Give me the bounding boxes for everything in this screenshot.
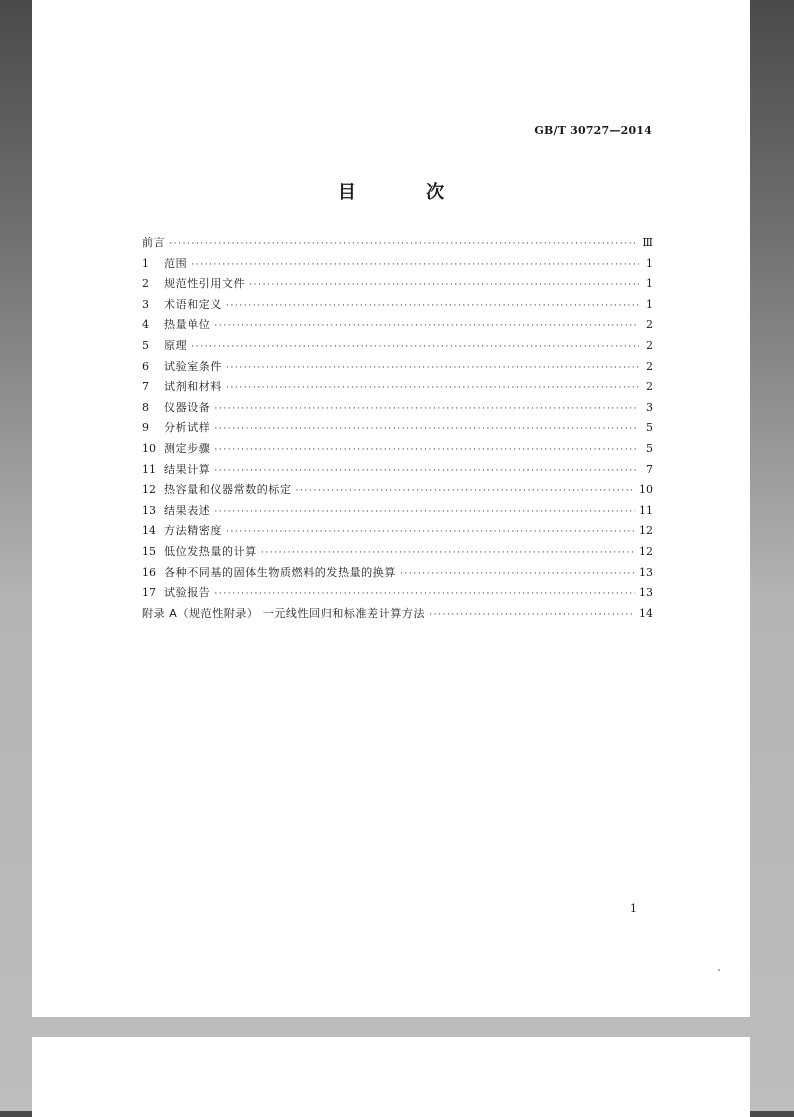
toc-leader-dots bbox=[214, 399, 639, 420]
toc-item[interactable] bbox=[142, 336, 653, 357]
toc-item[interactable] bbox=[142, 398, 653, 419]
toc-item-title: 结果表述 bbox=[164, 503, 211, 517]
toc-leader-dots bbox=[214, 440, 639, 461]
toc-item-page: 2 bbox=[646, 380, 653, 394]
toc-leader-dots bbox=[169, 234, 638, 255]
toc-item-title: 前言 bbox=[142, 236, 166, 249]
toc-item[interactable] bbox=[142, 604, 653, 625]
toc-item-page: 1 bbox=[646, 277, 653, 291]
toc-item[interactable] bbox=[142, 439, 653, 460]
toc-leader-dots bbox=[429, 605, 635, 626]
toc-item[interactable] bbox=[142, 295, 653, 316]
toc-item-number: 17 bbox=[142, 586, 156, 600]
standard-code: GB/T 30727—2014 bbox=[534, 124, 652, 137]
toc-item-number: 7 bbox=[142, 380, 149, 394]
toc-item-title: 原理 bbox=[164, 338, 188, 352]
toc-leader-dots bbox=[226, 358, 639, 379]
toc-leader-dots bbox=[400, 564, 635, 585]
toc-leader-dots bbox=[191, 337, 639, 358]
toc-item-number: 6 bbox=[142, 359, 149, 373]
toc-leader-dots bbox=[214, 316, 639, 337]
toc-item-title: 结果计算 bbox=[164, 462, 211, 476]
toc-item[interactable] bbox=[142, 315, 653, 336]
toc-item[interactable] bbox=[142, 563, 653, 584]
toc-item-number: 14 bbox=[142, 524, 156, 538]
toc-leader-dots bbox=[226, 522, 635, 543]
table-of-contents bbox=[142, 233, 653, 624]
toc-item[interactable] bbox=[142, 254, 653, 275]
toc-item-title: 测定步骤 bbox=[164, 441, 211, 455]
toc-item[interactable] bbox=[142, 501, 653, 522]
toc-item-number: 9 bbox=[142, 421, 149, 435]
toc-item-title: 规范性引用文件 bbox=[164, 277, 246, 291]
toc-item[interactable] bbox=[142, 233, 653, 254]
toc-item-page: 12 bbox=[639, 524, 653, 538]
toc-item-number: 1 bbox=[142, 256, 149, 270]
toc-item-page: 11 bbox=[639, 503, 653, 517]
toc-item-number: 16 bbox=[142, 565, 156, 579]
toc-item-page: 2 bbox=[646, 359, 653, 373]
toc-item-title: 热量单位 bbox=[164, 318, 211, 332]
toc-leader-dots bbox=[296, 481, 635, 502]
toc-item-page: 1 bbox=[646, 256, 653, 270]
toc-item-page: 2 bbox=[646, 338, 653, 352]
toc-leader-dots bbox=[214, 419, 639, 440]
toc-item-title: 分析试样 bbox=[164, 421, 211, 435]
page-number: 1 bbox=[630, 902, 637, 915]
toc-item-title: 附录 A（规范性附录） 一元线性回归和标准差计算方法 bbox=[142, 606, 426, 620]
toc-item-page: 7 bbox=[646, 462, 653, 476]
toc-item-page: 12 bbox=[639, 544, 653, 558]
toc-item-title: 各种不同基的固体生物质燃料的发热量的换算 bbox=[164, 565, 396, 579]
toc-leader-dots bbox=[214, 584, 635, 605]
toc-leader-dots bbox=[191, 255, 639, 276]
toc-item-title: 术语和定义 bbox=[164, 297, 222, 311]
toc-item-title: 试验室条件 bbox=[164, 359, 222, 373]
toc-item[interactable] bbox=[142, 521, 653, 542]
toc-item-page: 13 bbox=[639, 565, 653, 579]
toc-leader-dots bbox=[226, 296, 639, 317]
toc-item[interactable] bbox=[142, 274, 653, 295]
document-page bbox=[32, 0, 750, 1017]
toc-leader-dots bbox=[249, 275, 639, 296]
toc-item[interactable] bbox=[142, 480, 653, 501]
toc-item-page: Ⅲ bbox=[642, 236, 653, 249]
toc-item-number: 11 bbox=[142, 462, 156, 476]
toc-item-page: 5 bbox=[646, 421, 653, 435]
toc-item-number: 2 bbox=[142, 277, 149, 291]
toc-item-page: 5 bbox=[646, 441, 653, 455]
toc-item-page: 10 bbox=[639, 483, 653, 497]
toc-item-title: 仪器设备 bbox=[164, 400, 211, 414]
toc-item-title: 方法精密度 bbox=[164, 524, 222, 538]
toc-item-number: 12 bbox=[142, 483, 156, 497]
toc-leader-dots bbox=[261, 543, 635, 564]
toc-item-number: 4 bbox=[142, 318, 149, 332]
toc-title: 目 次 bbox=[337, 182, 477, 203]
toc-item-number: 15 bbox=[142, 544, 156, 558]
toc-item-number: 13 bbox=[142, 503, 156, 517]
toc-item-number: 3 bbox=[142, 297, 149, 311]
toc-item-page: 13 bbox=[639, 586, 653, 600]
toc-item-title: 试剂和材料 bbox=[164, 380, 222, 394]
toc-item-title: 低位发热量的计算 bbox=[164, 544, 257, 558]
toc-item-number: 10 bbox=[142, 441, 156, 455]
toc-leader-dots bbox=[214, 461, 639, 482]
scan-speck bbox=[718, 969, 720, 971]
toc-item-title: 热容量和仪器常数的标定 bbox=[164, 483, 292, 497]
toc-item[interactable] bbox=[142, 542, 653, 563]
toc-item-title: 试验报告 bbox=[164, 586, 211, 600]
toc-leader-dots bbox=[214, 502, 635, 523]
toc-item-page: 2 bbox=[646, 318, 653, 332]
next-page-edge bbox=[32, 1037, 750, 1117]
toc-item[interactable] bbox=[142, 460, 653, 481]
toc-item-title: 范围 bbox=[164, 256, 188, 270]
toc-item-page: 1 bbox=[646, 297, 653, 311]
toc-item-page: 3 bbox=[646, 400, 653, 414]
toc-item[interactable] bbox=[142, 357, 653, 378]
toc-item-number: 5 bbox=[142, 338, 149, 352]
toc-leader-dots bbox=[226, 378, 639, 399]
toc-item[interactable] bbox=[142, 377, 653, 398]
toc-item-number: 8 bbox=[142, 400, 149, 414]
toc-item-page: 14 bbox=[639, 606, 653, 620]
toc-item[interactable] bbox=[142, 583, 653, 604]
toc-item[interactable] bbox=[142, 418, 653, 439]
